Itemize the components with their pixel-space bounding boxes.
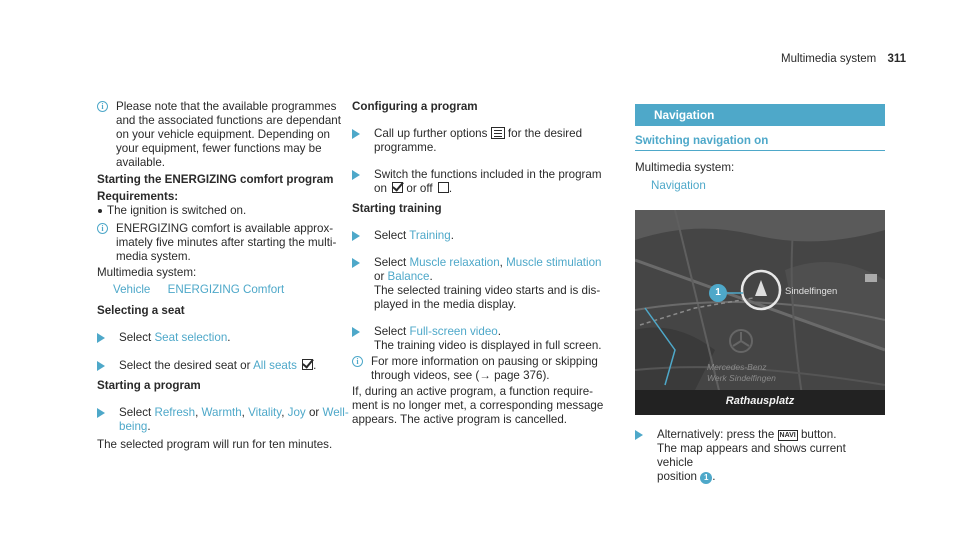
- step-arrow-icon: [97, 333, 105, 343]
- path-energizing[interactable]: ENERGIZING Comfort: [167, 283, 285, 296]
- note-videos: i For more information on pausing or skipping through videos, see (→ page 376).: [352, 355, 620, 383]
- link-all-seats[interactable]: All seats: [253, 359, 297, 372]
- map-poi-label: Mercedes-Benz: [707, 362, 767, 372]
- options-icon: [491, 127, 505, 139]
- nav-title-bar: [635, 104, 885, 126]
- menu-path: [97, 283, 349, 297]
- link-wellbeing-part2[interactable]: being: [119, 420, 148, 433]
- closing-text: The selected program will run for ten minutes.: [97, 438, 333, 451]
- note-line: on your vehicle equipment. Depending on: [116, 128, 330, 141]
- checkbox-empty-icon: [438, 182, 449, 193]
- note-line: your equipment, fewer functions may be: [116, 142, 322, 155]
- requirements-label: Requirements:: [97, 190, 179, 203]
- link-muscle-relaxation[interactable]: Muscle relaxation: [409, 256, 500, 269]
- header-section: Multimedia system: [781, 53, 877, 65]
- config-heading: Configuring a program: [352, 100, 478, 113]
- position-marker-icon: 1: [700, 472, 712, 484]
- note-line: and the associated functions are dependant: [116, 114, 341, 127]
- select-seat-heading: Selecting a seat: [97, 304, 185, 317]
- vehicle-position-marker: 1: [709, 284, 727, 302]
- link-wellbeing-part1[interactable]: Well-: [322, 406, 349, 419]
- nav-subtitle: Switching navigation on: [635, 134, 885, 151]
- column-left: [97, 100, 349, 452]
- step-arrow-icon: [97, 361, 105, 371]
- note-availability: [97, 100, 349, 170]
- link-full-screen-video[interactable]: Full-screen video: [409, 325, 498, 338]
- link-warmth[interactable]: Warmth: [201, 406, 242, 419]
- step-arrow-icon: [352, 170, 360, 180]
- link-vitality[interactable]: Vitality: [248, 406, 282, 419]
- map-street-label: Rathausplatz: [725, 395, 795, 407]
- multimedia-label: Multimedia system:: [97, 266, 197, 279]
- column-right: [635, 100, 885, 484]
- page-number: 311: [887, 53, 906, 65]
- step-select-seat: Select the desired seat or All seats .: [97, 359, 349, 373]
- step-further-options: Call up further options for the desired programme.: [352, 127, 620, 155]
- step-arrow-icon: [352, 231, 360, 241]
- step-switch-functions: Switch the functions included in the program on or off .: [352, 168, 620, 196]
- map-screenshot: [635, 210, 885, 415]
- start-energizing-heading: Starting the ENERGIZING comfort program: [97, 173, 334, 186]
- training-heading: Starting training: [352, 202, 442, 215]
- step-select-program: Select Refresh, Warmth, Vitality, Joy or Well- being.: [97, 406, 349, 434]
- step-alternative-navi: Alternatively: press the NAVI button. The map appears and shows current vehicle position 1 .: [635, 428, 885, 484]
- path-navigation[interactable]: Navigation: [651, 179, 706, 192]
- step-arrow-icon: [97, 408, 105, 418]
- info-icon: [352, 356, 363, 367]
- note-energizing: i ENERGIZING comfort is available approx- imately five minutes after starting the multi- media system.: [97, 222, 349, 264]
- link-seat-selection[interactable]: Seat selection: [154, 331, 228, 344]
- step-full-screen: Select Full-screen video. The training video is displayed in full screen.: [352, 325, 620, 353]
- bullet-icon: [98, 209, 102, 213]
- closing-text: If, during an active program, a function require- ment is no longer met, a corresponding message appears. The active program is cancelled.: [352, 385, 604, 426]
- link-joy[interactable]: Joy: [287, 406, 306, 419]
- note-line: available.: [116, 156, 165, 169]
- step-select-training: Select Training.: [352, 229, 620, 243]
- step-arrow-icon: [352, 129, 360, 139]
- link-balance[interactable]: Balance: [387, 270, 430, 283]
- column-middle: [352, 100, 620, 427]
- multimedia-label: Multimedia system:: [635, 161, 735, 174]
- step-select-video: Select Muscle relaxation, Muscle stimulation or Balance. The selected training video starts and is dis- played in the media display.: [352, 256, 620, 312]
- step-arrow-icon: [352, 258, 360, 268]
- note-line: Please note that the available programmes: [116, 100, 337, 113]
- map-city-label: Sindelfingen: [785, 286, 838, 297]
- link-refresh[interactable]: Refresh: [154, 406, 196, 419]
- navi-button-icon: NAVI: [779, 432, 796, 439]
- nav-title: Navigation: [654, 108, 715, 122]
- map-poi-label: Werk Sindelfingen: [707, 373, 776, 383]
- step-arrow-icon: [635, 430, 643, 440]
- link-muscle-stimulation[interactable]: Muscle stimulation: [506, 256, 602, 269]
- step-seat-selection: Select Seat selection.: [97, 331, 349, 345]
- link-training[interactable]: Training: [409, 229, 451, 242]
- checkbox-checked-icon: [392, 182, 403, 193]
- step-arrow-icon: [352, 327, 360, 337]
- checkbox-checked-icon: [302, 359, 313, 370]
- info-icon: [97, 101, 108, 112]
- start-program-heading: Starting a program: [97, 379, 201, 392]
- requirement-item: The ignition is switched on.: [97, 204, 349, 218]
- page-header: [781, 52, 906, 66]
- path-vehicle[interactable]: Vehicle: [113, 283, 151, 296]
- info-icon: [97, 223, 108, 234]
